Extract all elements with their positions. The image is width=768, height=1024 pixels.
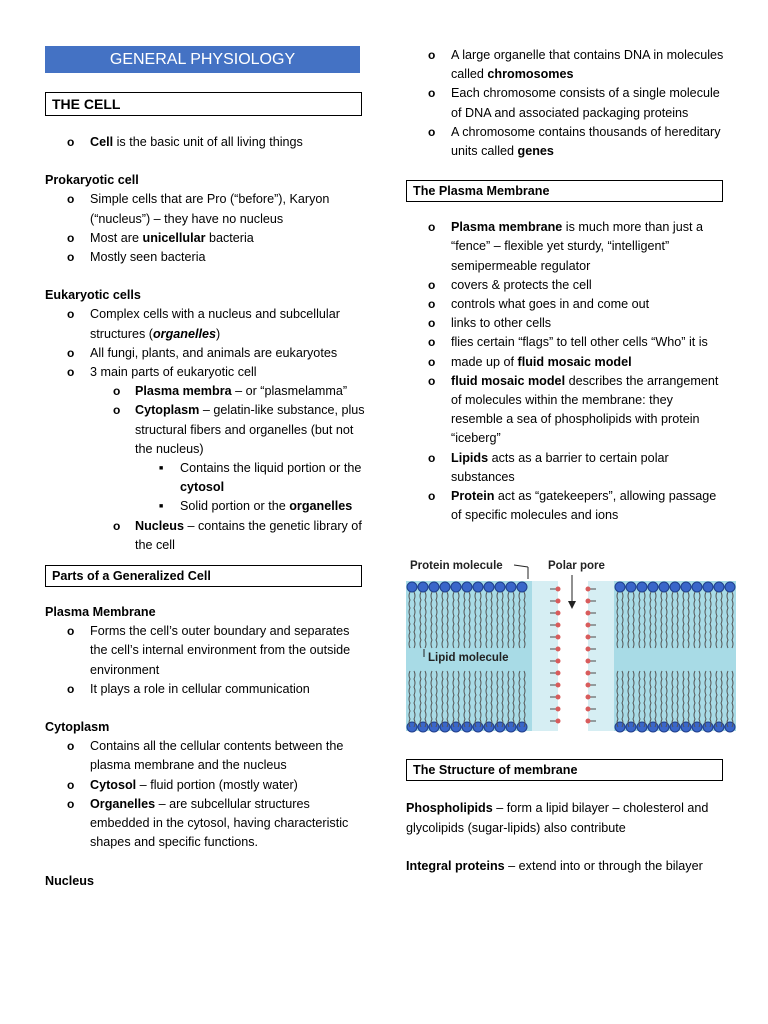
lipid-head — [670, 722, 680, 732]
lipid-head — [681, 582, 691, 592]
list-item: o Cytoplasm – gelatin-like substance, plus structural fibers and organelles (but not the nucleus) ■ Contains the liquid portion or the cytosol ■ Solid portion or the organelles — [90, 401, 365, 516]
lipid-head — [451, 722, 461, 732]
polar-head — [586, 635, 591, 640]
lipid-head — [692, 582, 702, 592]
lipid-head — [659, 722, 669, 732]
lipid-head — [407, 582, 417, 592]
polar-head — [556, 647, 561, 652]
lipid-head — [648, 582, 658, 592]
polar-pore-label: Polar pore — [548, 560, 605, 573]
lipid-head — [626, 582, 636, 592]
list-item: o Most are unicellular bacteria — [45, 229, 365, 248]
membrane-diagram — [402, 545, 738, 741]
lipid-head — [517, 582, 527, 592]
list-item: o Cell is the basic unit of all living things — [45, 133, 365, 152]
lipid-head — [462, 582, 472, 592]
polar-head — [556, 587, 561, 592]
protein-molecule-label: Protein molecule — [410, 560, 503, 573]
polar-head — [586, 611, 591, 616]
list-item: o A large organelle that contains DNA in molecules called chromosomes — [406, 46, 724, 84]
prokaryotic-list — [45, 190, 365, 267]
list-item: o All fungi, plants, and animals are eukaryotes — [45, 344, 365, 363]
lipid-head — [681, 722, 691, 732]
cytoplasm-list — [45, 737, 365, 852]
lipid-head — [484, 722, 494, 732]
polar-head — [556, 599, 561, 604]
polar-head — [556, 695, 561, 700]
list-item: o Simple cells that are Pro (“before”), Karyon (“nucleus”) – they have no nucleus — [45, 190, 365, 228]
lipid-head — [692, 722, 702, 732]
list-item: o flies certain “flags” to tell other cells “Who” it is — [406, 333, 724, 352]
list-item: o Mostly seen bacteria — [45, 248, 365, 267]
lipid-head — [440, 722, 450, 732]
list-item: o Protein act as “gatekeepers”, allowing passage of specific molecules and ions — [406, 487, 724, 525]
lipid-head — [429, 722, 439, 732]
polar-head — [556, 671, 561, 676]
section-box-plasma-membrane: The Plasma Membrane — [406, 180, 723, 202]
list-item: o Plasma membrane is much more than just a “fence” – flexible yet sturdy, “intelligent” semipermeable regulator — [406, 218, 724, 276]
list-item: o Forms the cell’s outer boundary and separates the cell’s internal environment from the outside environment — [45, 622, 365, 680]
lipid-head — [714, 582, 724, 592]
lipid-head — [626, 722, 636, 732]
polar-head — [586, 587, 591, 592]
document-title: GENERAL PHYSIOLOGY — [45, 46, 360, 73]
lipid-head — [703, 722, 713, 732]
polar-head — [556, 611, 561, 616]
list-item: ■ Solid portion or the organelles — [135, 497, 365, 516]
phospholipids-paragraph: Phospholipids – form a lipid bilayer – cholesterol and glycolipids (sugar-lipids) also contribute — [406, 801, 709, 835]
list-item: o links to other cells — [406, 314, 724, 333]
plasma-membrane-list — [45, 622, 365, 699]
list-item: ■ Contains the liquid portion or the cytosol — [135, 459, 365, 497]
lipid-head — [506, 582, 516, 592]
lipid-head — [484, 582, 494, 592]
list-item: o fluid mosaic model describes the arrangement of molecules within the membrane: they resemble a sea of phospholipids with protein “iceberg” — [406, 372, 724, 449]
polar-head — [556, 623, 561, 628]
list-item: o Lipids acts as a barrier to certain polar substances — [406, 449, 724, 487]
section-box-structure: The Structure of membrane — [406, 759, 723, 781]
cytoplasm-heading: Cytoplasm — [45, 720, 110, 735]
lipid-head — [517, 722, 527, 732]
polar-head — [586, 647, 591, 652]
cell-list — [45, 133, 365, 152]
polar-head — [556, 683, 561, 688]
polar-head — [586, 671, 591, 676]
section-box-parts: Parts of a Generalized Cell — [45, 565, 362, 587]
lipid-head — [615, 722, 625, 732]
lipid-head — [495, 722, 505, 732]
lipid-head — [703, 582, 713, 592]
right-column — [406, 46, 724, 876]
list-item: o Nucleus – contains the genetic library of the cell — [90, 517, 365, 555]
membrane-diagram-svg — [402, 545, 738, 741]
polar-head — [586, 719, 591, 724]
list-item: o Organelles – are subcellular structures embedded in the cytosol, having characteristic shapes and specific functions. — [45, 795, 365, 853]
list-item: o controls what goes in and come out — [406, 295, 724, 314]
integral-proteins-paragraph: Integral proteins – extend into or through the bilayer — [406, 858, 703, 873]
polar-head — [586, 707, 591, 712]
lipid-molecule-label: Lipid molecule — [428, 652, 509, 665]
lipid-head — [418, 722, 428, 732]
prokaryotic-heading: Prokaryotic cell — [45, 173, 139, 188]
section-box-the-cell: THE CELL — [45, 92, 362, 116]
list-item: o Complex cells with a nucleus and subcellular structures (organelles) — [45, 305, 365, 343]
polar-head — [586, 683, 591, 688]
plasma-list — [406, 218, 724, 525]
lipid-head — [506, 722, 516, 732]
list-item: o It plays a role in cellular communication — [45, 680, 365, 699]
list-item: o Cytosol – fluid portion (mostly water) — [45, 776, 365, 795]
lipid-head — [670, 582, 680, 592]
polar-head — [556, 707, 561, 712]
lipid-head — [659, 582, 669, 592]
lipid-head — [615, 582, 625, 592]
lipid-head — [451, 582, 461, 592]
lipid-head — [714, 722, 724, 732]
polar-head — [586, 695, 591, 700]
list-item: o A chromosome contains thousands of hereditary units called genes — [406, 123, 724, 161]
list-item: o made up of fluid mosaic model — [406, 353, 724, 372]
polar-head — [556, 719, 561, 724]
lipid-head — [407, 722, 417, 732]
list-item: o Plasma membra – or “plasmelamma” — [90, 382, 365, 401]
list-item: o covers & protects the cell — [406, 276, 724, 295]
lipid-head — [440, 582, 450, 592]
eukaryotic-heading: Eukaryotic cells — [45, 288, 141, 303]
polar-head — [586, 623, 591, 628]
lipid-head — [429, 582, 439, 592]
left-column — [45, 46, 365, 891]
list-item: o Contains all the cellular contents between the plasma membrane and the nucleus — [45, 737, 365, 775]
lipid-head — [637, 722, 647, 732]
list-item: o Each chromosome consists of a single molecule of DNA and associated packaging proteins — [406, 84, 724, 122]
nucleus-list — [406, 46, 724, 161]
plasma-membrane-heading: Plasma Membrane — [45, 605, 156, 620]
nucleus-heading: Nucleus — [45, 873, 94, 888]
polar-head — [556, 635, 561, 640]
lipid-head — [637, 582, 647, 592]
lipid-head — [462, 722, 472, 732]
lipid-head — [725, 582, 735, 592]
lipid-head — [473, 582, 483, 592]
polar-head — [586, 659, 591, 664]
polar-head — [556, 659, 561, 664]
lipid-head — [418, 582, 428, 592]
list-item: o 3 main parts of eukaryotic cell o Plasma membra – or “plasmelamma” o Cytoplasm – gelatin-like substance, plus structural fibers and organelles (but not the nucleus) ■ Contains the liquid portion or the cytosol ■ Solid portion or the organelles o Nucleus – contains the genetic library of the cell — [45, 363, 365, 555]
polar-head — [586, 599, 591, 604]
eukaryotic-list — [45, 305, 365, 555]
lipid-head — [495, 582, 505, 592]
lipid-head — [648, 722, 658, 732]
lipid-head — [473, 722, 483, 732]
lipid-head — [725, 722, 735, 732]
